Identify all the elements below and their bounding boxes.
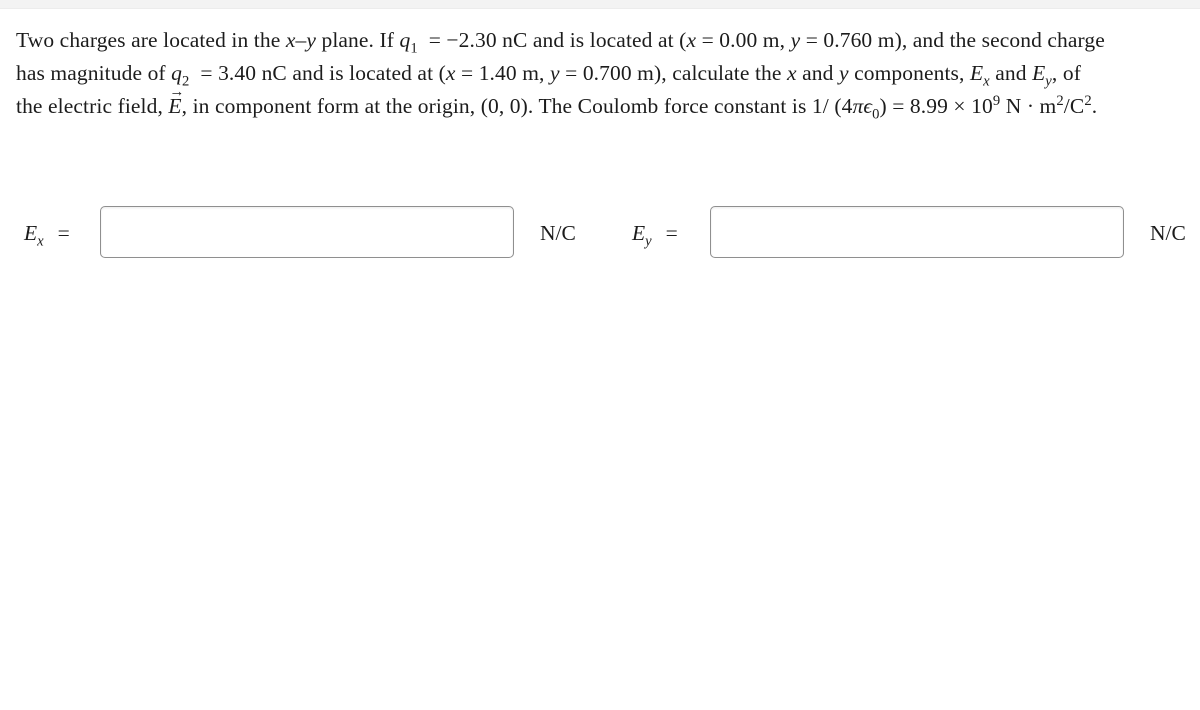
ey-label [632, 221, 678, 250]
var-e: E [1032, 61, 1046, 85]
subscript: 1 [410, 40, 418, 57]
text: = −2.30 nC and is located at ( [417, 28, 687, 52]
text: , of [1051, 61, 1081, 85]
var-x: x [787, 61, 797, 85]
answer-row [0, 204, 1200, 262]
ey-equals: = [665, 221, 678, 245]
var-x: x [445, 61, 456, 85]
var-y: y [306, 28, 317, 52]
ex-input[interactable] [100, 206, 514, 258]
var-y: y [838, 61, 849, 85]
problem-line-2 [16, 57, 1192, 90]
text: /C [1063, 94, 1085, 118]
ex-unit: N/C [540, 221, 576, 245]
var-x: x [686, 28, 697, 52]
text: Two charges are located in the [16, 28, 286, 52]
pi-epsilon: πϵ [852, 94, 873, 118]
vector-e: → E [168, 90, 181, 123]
text: components, [848, 61, 970, 85]
var-q2: q [171, 61, 183, 85]
text: N · m [1000, 94, 1057, 118]
var-e: E [969, 61, 984, 85]
text: . [1091, 94, 1098, 118]
text: ) = 8.99 × 10 [879, 94, 993, 118]
problem-line-3 [16, 90, 1192, 123]
ey-input[interactable] [710, 206, 1124, 258]
var-x: x [285, 28, 296, 52]
text: = 0.700 m), calculate the [559, 61, 787, 85]
var-q1: q [399, 28, 411, 52]
text: plane. If [316, 28, 400, 52]
text: has magnitude of [16, 61, 172, 85]
text: , in component form at the origin, (0, 0). The Coulomb force constant is 1/ (4 [181, 94, 853, 118]
problem-statement [16, 24, 1192, 123]
text: and [989, 61, 1033, 85]
ex-symbol: E [24, 221, 38, 245]
ey-unit: N/C [1150, 221, 1186, 245]
ey-symbol: E [632, 221, 646, 245]
var-y: y [549, 61, 560, 85]
superscript: 2 [1056, 92, 1064, 109]
text: and [796, 61, 839, 85]
ex-equals: = [57, 221, 70, 245]
subscript: 0 [872, 106, 880, 123]
problem-line-1 [16, 24, 1192, 57]
superscript: 2 [1084, 92, 1092, 109]
text: = 3.40 nC and is located at ( [189, 61, 446, 85]
top-bar [0, 0, 1200, 9]
text: = 1.40 m, [455, 61, 550, 85]
subscript: y [1045, 73, 1052, 90]
text: = 0.760 m), and the second charge [800, 28, 1105, 52]
text: – [295, 28, 307, 52]
superscript: 9 [992, 92, 1001, 109]
var-y: y [790, 28, 801, 52]
subscript: 2 [182, 73, 190, 90]
ey-subscript: y [645, 233, 652, 250]
subscript: x [983, 73, 990, 90]
text: the electric field, [16, 94, 169, 118]
text: = 0.00 m, [696, 28, 791, 52]
ex-label [24, 221, 70, 250]
ex-subscript: x [37, 233, 44, 250]
